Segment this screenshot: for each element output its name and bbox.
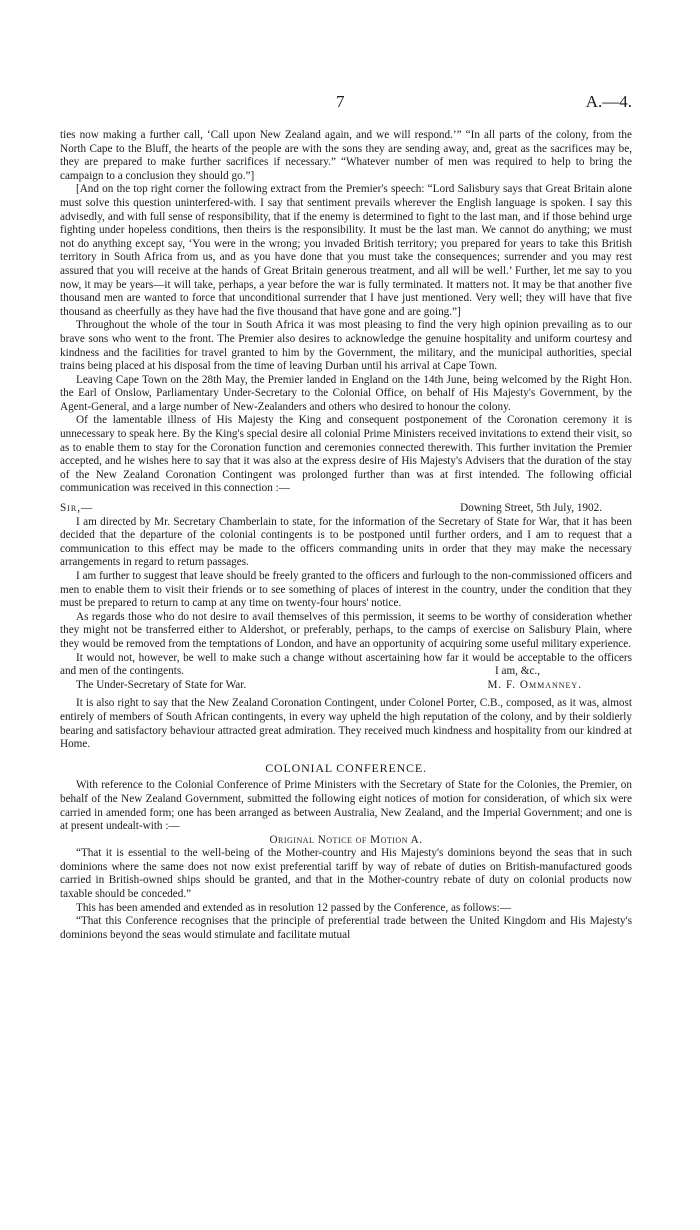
document-reference: A.—4. [585,92,632,111]
paragraph: Of the lamentable illness of His Majesty the King and consequent postponement of the Coronation ceremony it is unnecessary to speak here. By the King's special desire all colonial Prime Ministers received invitations to extend their visit, so as to enable them to stay for the Coronation function and ceremonies connected therewith. This further invitation the Premier accepted, and he wishes here to say that it was also at the express desire of His Majesty's Advisers that the duration of the stay of the New Zealand Coronation Contingent was prolonged further than was at first intended. The following official communication was received in this connection :— [60,414,632,495]
letter-heading-row [60,502,632,516]
paragraph: “That this Conference recognises that the principle of preferential trade between the United Kingdom and His Majesty's dominions beyond the seas would stimulate and facilitate mutual [60,915,632,941]
paragraph: [And on the top right corner the following extract from the Premier's speech: “Lord Salisbury says that Great Britain alone must solve this question uninterfered-with. I say that sentiment prevails wherever the English language is spoken. I say this advisedly, and with full sense of responsibility, that if the enemy is determined to fight to the last man, and if those behind urge fighting under hopeless conditions, then theirs is the responsibility. It must be the last man. We cannot do anything; we must not do anything except say, ‘You were in the wrong; you invaded British territory; you prepared for years to take this British territory in South Africa from us, and as you have done that you must take the consequences; surrender and you may rest assured that you will receive at the hands of Great Britain generous treatment, and all will be well.’ Further, let me say to you now, it may be years—it will take, perhaps, a year before the war is fully terminated. It matters not. It may be that another five thousand men are wanted to force that unconditional surrender that I have just mentioned. Very well; they will have that five thousand as cheerfully as they have had the five thousand that have gone and are going.”] [60,183,632,318]
letter-addressee: The Under-Secretary of State for War. [76,678,247,691]
page-number: 7 [336,92,345,111]
letter-salutation: Sir,— [60,502,94,515]
paragraph: Throughout the whole of the tour in South Africa it was most pleasing to find the very high opinion prevailing as to our brave sons who went to the front. The Premier also desires to acknowledge the genuine hospitality and uniform courtesy and kindness and the facilities for travel granted to him by the Government, the military, and the municipal authorities, special trains being placed at his disposal from the time of leaving Durban until his arrival at Cape Town. [60,319,632,373]
letter-paragraph: I am directed by Mr. Secretary Chamberlain to state, for the information of the Secretary of State for War, that it has been decided that the departure of the colonial contingents is to be postponed until further orders, and I am to request that a communication to this effect may be made to the officers commanding units in order that they may make the necessary arrangements in regard to return passages. [60,515,632,569]
letter-closing: I am, &c., [494,665,540,678]
paragraph: “That it is essential to the well-being of the Mother-country and His Majesty's dominions beyond the seas that in such dominions where the same does not now exist preferential tariff by way of rebate of duties on British-manufactured goods carried in British-owned ships should be granted, and that in the Mother-country rebate of duty on colonial products now taxable should be conceded.” [60,847,632,901]
letter-closing-text: It would not, however, be well to make such a change without ascertaining how far it would be acceptable to the officers and men of the contingents. [60,651,632,678]
page-header [60,92,632,114]
letter-paragraph: I am further to suggest that leave should be freely granted to the officers and furlough to the non-commissioned officers and men to enable them to visit their friends or to see something of places of interest in the country, under the condition that they must be prepared to return to camp at any time on twenty-four hours' notice. [60,570,632,610]
letter-signature-row [60,679,632,693]
paragraph: Leaving Cape Town on the 28th May, the Premier landed in England on the 14th June, being welcomed by the Right Hon. the Earl of Onslow, Parliamentary Under-Secretary to the Colonial Office, on behalf of His Majesty's Government, by the Agent-General, and a large number of New-Zealanders and others who desired to honour the colony. [60,373,632,413]
letter-place-date: Downing Street, 5th July, 1902. [460,502,602,515]
section-heading: COLONIAL CONFERENCE. [265,760,427,775]
paragraph: With reference to the Colonial Conference of Prime Ministers with the Secretary of State for the Colonies, the Premier, on behalf of the New Zealand Government, submitted the following eight notices of motion for consideration, of which six were carried in amended form; one has been arranged as between Australia, New Zealand, and the Imperial Government; and one is at present undealt-with :— [60,779,632,833]
paragraph: ties now making a further call, ‘Call upon New Zealand again, and we will respond.’” “In all parts of the colony, from the North Cape to the Bluff, the hearts of the people are with the sons they are sending away, and, great as the sacrifices may be, they are prepared to make further sacrifices if necessary.” “Whatever number of men was required to help to bring the campaign to a conclusion they should go.”] [60,129,632,182]
letter-paragraph [60,652,632,679]
paragraph: It is also right to say that the New Zealand Coronation Contingent, under Colonel Porter, C.B., composed, as it was, almost entirely of members of South African contingents, in every way upheld the high reputation of the colony, and by their soldierly bearing and satisfactory behaviour attracted great admiration. They received much kindness and hospitality from our kindred at Home. [60,697,632,751]
subheading: Original Notice of Motion A. [269,833,423,846]
paragraph: This has been amended and extended as in resolution 12 passed by the Conference, as follows:— [76,901,511,914]
body-text [60,129,632,942]
letter-signature: M. F. Ommanney. [487,678,582,691]
letter-paragraph: As regards those who do not desire to avail themselves of this permission, it seems to be worthy of consideration whether they might not be transferred either to Aldershot, or preferably, perhaps, to the camps of exercise on Salisbury Plain, where they would be removed from the temptations of London, and have an opportunity of acquiring some useful military experience. [60,610,632,650]
